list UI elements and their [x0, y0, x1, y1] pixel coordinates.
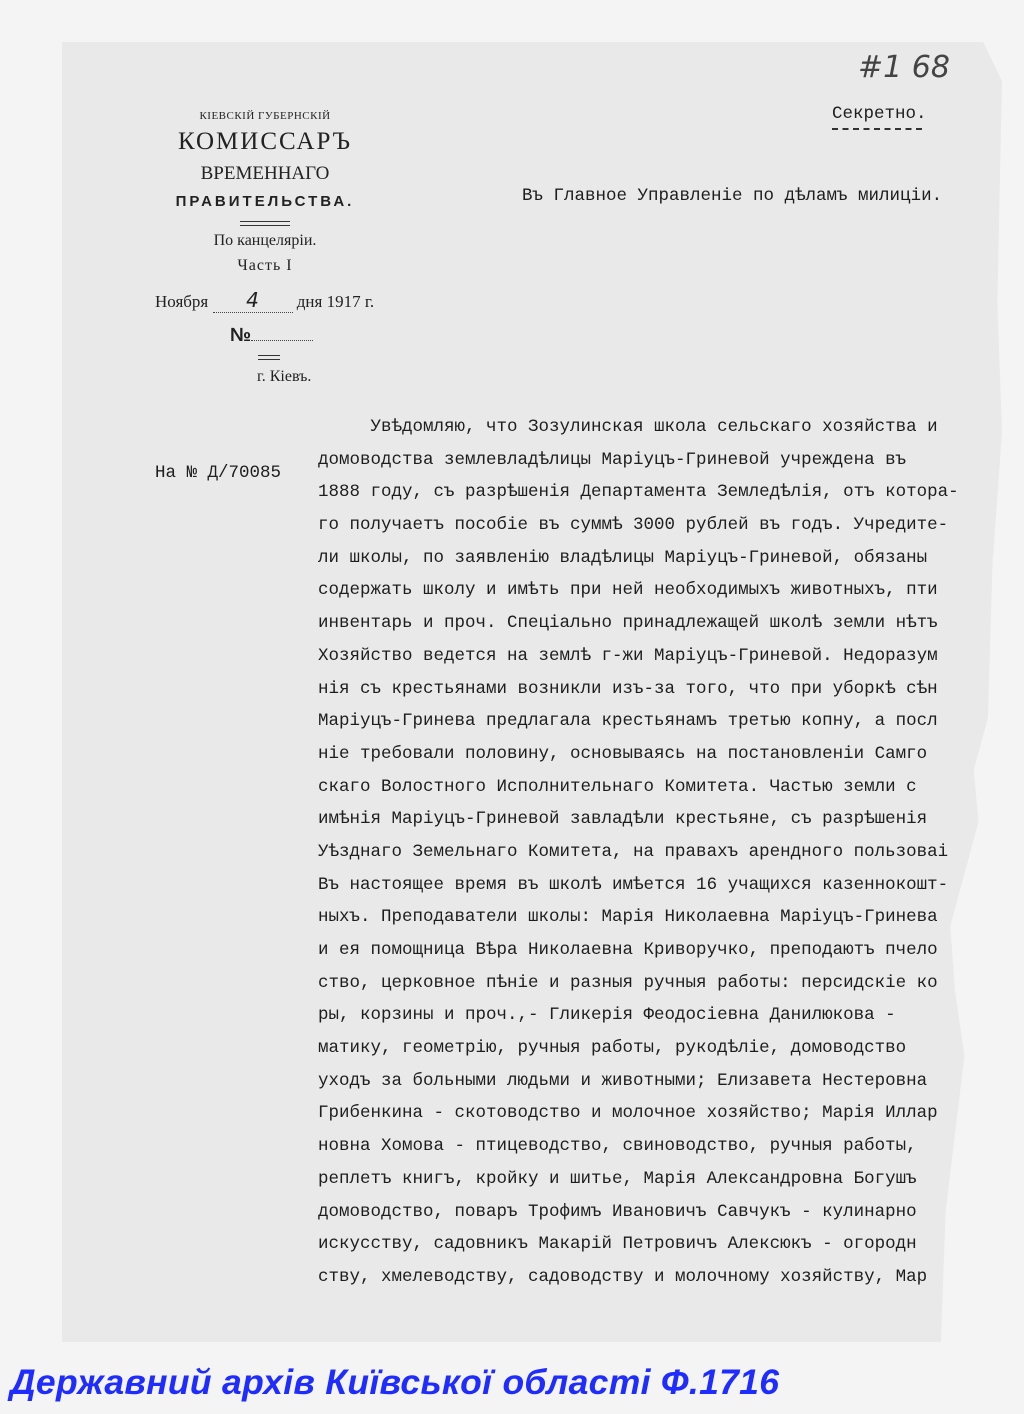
body-line: домоводство, поваръ Трофимъ Ивановичъ Савчукъ - кулинарно	[318, 1201, 917, 1222]
office-label: По канцеляріи.	[213, 232, 317, 249]
letterhead-line3: ВРЕМЕННАГО	[200, 163, 330, 184]
body-line: ніе требовали половину, основываясь на постановленіи Самго	[318, 743, 928, 764]
body-line: реплетъ книгъ, кройку и шитье, Марія Александровна Богушъ	[318, 1168, 917, 1189]
body-line: ству, хмелеводству, садоводству и молочному хозяйству, Мар	[318, 1266, 928, 1287]
body-line: уходъ за больными людьми и животными; Елизавета Нестеровна	[318, 1070, 928, 1091]
divider	[258, 355, 280, 360]
letterhead-line4: ПРАВИТЕЛЬСТВА.	[175, 193, 355, 210]
date-month: Ноября	[155, 292, 209, 311]
body-line: инвентарь и проч. Спеціально принадлежащей школѣ земли нѣтъ	[318, 613, 938, 634]
body-line: Увѣдомляю, что Зозулинская школа сельскаго хозяйства и	[318, 417, 938, 437]
reference-number: На № Д/70085	[155, 463, 282, 483]
secret-underline	[832, 128, 922, 130]
divider	[240, 221, 290, 226]
body-line: новна Хомова - птицеводство, свиноводство, ручныя работы,	[318, 1136, 917, 1157]
number-line	[230, 325, 313, 347]
body-line: Въ настоящее время въ школѣ имѣется 16 учащихся казеннокошт-	[318, 874, 949, 895]
secret-label: Секретно.	[832, 104, 927, 124]
body-line: Маріуцъ-Гринева предлагала крестьянамъ третью копну, а посл	[318, 711, 938, 732]
body-line: искусству, садовникъ Макарій Петровичъ Алексюкъ - огородн	[318, 1234, 917, 1255]
body-line: домоводства землевладѣлицы Маріуцъ-Гриневой учреждена въ	[318, 449, 907, 470]
addressee: Въ Главное Управленіе по дѣламъ милиціи.	[522, 186, 943, 206]
city-label: г. Кіевъ.	[257, 368, 312, 385]
body-line: Грибенкина - скотоводство и молочное хозяйство; Марія Иллар	[318, 1103, 938, 1124]
body-line: ныхъ. Преподаватели школы: Марія Николаевна Маріуцъ-Гринева	[318, 907, 938, 928]
body-line: матику, геометрію, ручныя работы, рукодѣліе, домоводство	[318, 1038, 907, 1059]
date-suffix: дня 1917 г.	[296, 292, 375, 311]
handwritten-page-number: #1 68	[858, 50, 950, 85]
date-day: 4	[213, 288, 293, 313]
number-label: №	[230, 325, 252, 346]
body-line: и ея помощница Вѣра Николаевна Криворучко, преподаютъ пчело	[318, 940, 938, 960]
letterhead-line1: КІЕВСКІЙ ГУБЕРНСКІЙ	[199, 110, 331, 122]
body-line: содержать школу и имѣть при ней необходимыхъ животныхъ, пти	[318, 580, 938, 601]
body-line: Хозяйство ведется на землѣ г-жи Маріуцъ-Гриневой. Недоразум	[318, 645, 938, 666]
body-line: Уѣзднаго Земельнаго Комитета, на правахъ арендного пользоваі	[318, 841, 949, 862]
body-line: нія съ крестьянами возникли изъ-за того, что при уборкѣ сѣн	[318, 678, 938, 699]
date-line	[155, 288, 374, 313]
archive-caption: Державний архів Київської області Ф.1716	[10, 1362, 780, 1402]
letterhead-title: КОМИССАРЪ	[177, 128, 353, 155]
body-line: имѣнія Маріуцъ-Гриневой завладѣли крестьяне, съ разрѣшенія	[318, 809, 928, 830]
body-line: го получаетъ пособіе въ суммѣ 3000 рублей въ годъ. Учредите-	[318, 515, 949, 536]
body-line: скаго Волостного Исполнительнаго Комитета. Частью земли с	[318, 776, 917, 797]
letter-body	[318, 411, 1018, 1294]
body-line: ство, церковное пѣніе и разныя ручныя работы: персидскіе ко	[318, 972, 938, 993]
body-line: 1888 году, съ разрѣшенія Департамента Земледѣлія, отъ котора-	[318, 482, 959, 503]
part-label: Часть I	[237, 257, 293, 274]
body-line: ли школы, по заявленію владѣлицы Маріуцъ-Гриневой, обязаны	[318, 547, 928, 568]
body-line: ры, корзины и проч.,- Гликерія Феодосіевна Данилюкова -	[318, 1005, 896, 1026]
